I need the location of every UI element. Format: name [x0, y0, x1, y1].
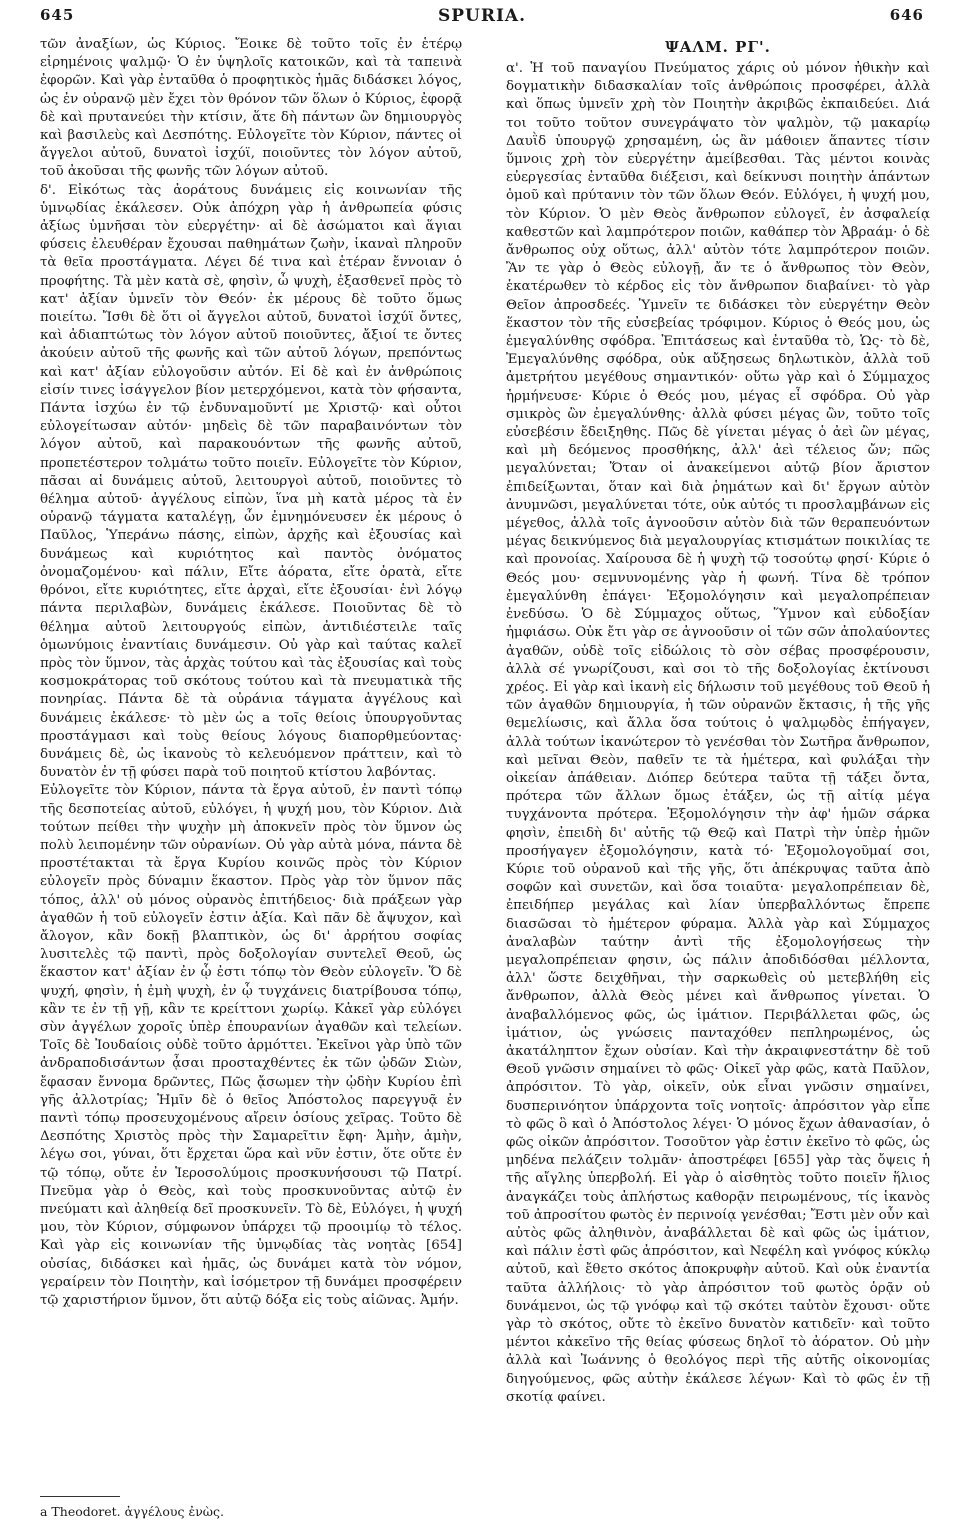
right-page-number: 646: [889, 6, 924, 24]
footnote: a Theodoret. ἀγγέλους ἐνὼς.: [40, 1504, 224, 1519]
paragraph: δ'. Εἰκότως τὰς ἀοράτους δυνάμεις εἰς κοινωνίαν τῆς ὑμνῳδίας ἐκάλεσεν. Οὐκ ἀπόχρη γὰρ ἡ ἀνθρωπεία φύσις ἀξίως ὑμνῆσαι τὸν εὐεργέτην· αἱ δὲ ἀσώματοι καὶ ἅγιαι φύσεις ἐλευθέραν ἔχουσαι παθημάτων ζωὴν, ἱκαναὶ πληροῦν τὰ θεῖα προστάγματα. Λέγει δέ τινα καὶ ἑτέραν ἔννοιαν ὁ προφήτης. Τὰ μὲν κατὰ σὲ, φησὶν, ὦ ψυχὴ, ἐξασθενεῖ πρὸς τὸ κατ' ἀξίαν ὑμνεῖν τὸν Θεόν· ἐκ μέρους δὲ τοῦτο ὅμως ποιείτω. Ἴσθι δὲ ὅτι οἱ ἄγγελοι αὐτοῦ, δυνατοὶ ἰσχύϊ ὄντες, καὶ ἀδιαπτώτως τὸν λόγον αὐτοῦ ποιοῦντες, ἄξιοί τε ὄντες ἀκούειν αὐτοῦ τῆς φωνῆς καὶ τῶν αὐτοῦ λόγων, πρεπόντως καὶ κατ' ἀξίαν εὐλογοῦσιν αὐτόν. Εἰ δὲ καὶ ἐν ἀνθρώποις εἰσίν τινες ἰσάγγελον βίον μετερχόμενοι, κατὰ τὸν φήσαντα, Πάντα ἰσχύω ἐν τῷ ἐνδυναμοῦντί με Χριστῷ· καὶ οὗτοι εὐλογείτωσαν αὐτόν· μηδεὶς δὲ τῶν παραβαινόντων τὸν λόγον αὐτοῦ, καὶ παρακουόντων τῆς φωνῆς αὐτοῦ, προπετέστερον τολμάτω τοῦτο ποιεῖν. Εὐλογεῖτε τὸν Κύριον, πᾶσαι αἱ δυνάμεις αὐτοῦ, λειτουργοὶ αὐτοῦ, ποιοῦντες τὸ θέλημα αὐτοῦ· ἀγγέλους εἰπὼν, ἵνα μὴ κατὰ μέρος τὰ ἐν οὐρανῷ τάγματα καταλέγῃ, ὧν ἐμνημόνευσεν ἐκ μέρους ὁ Παῦλος, Ὑπεράνω πάσης, εἰπὼν, ἀρχῆς καὶ ἐξουσίας καὶ δυνάμεως καὶ κυριότητος καὶ παντὸς ὀνόματος ὀνομαζομένου· καὶ πάλιν, Εἴτε ἀόρατα, εἴτε ὁρατὰ, εἴτε θρόνοι, εἴτε κυριότητες, εἴτε ἀρχαὶ, εἴτε ἐξουσίαι· ἑνὶ λόγῳ πάντα περιλαβὼν, δυνάμεις ἐκάλεσε. Ποιοῦντας δὲ τὸ θέλημα αὐτοῦ λειτουργούς εἰπὼν, ἀντιδιέστειλε ταῖς ὁμωνύμοις ἐναντίαις δυνάμεσιν. Οὐ γὰρ καὶ ταύτας καλεῖ πρὸς τὸν ὕμνον, τὰς ἀρχὰς τούτου καὶ τὰς ἐξουσίας καὶ τοὺς κοσμοκράτορας τοῦ σκότους τούτου καὶ τὰ πνευματικὰ τῆς πονηρίας. Πάντα δὲ τὰ οὐράνια τάγματα ἀγγέλους καὶ δυνάμεις ἐκάλεσε· τὸ μὲν ὡς a τοῖς θείοις ὑπουργοῦντας προστάγμασι καὶ τοὺς θείους λόγους διαπορθμεύοντας· δυνάμεις δὲ, ὡς ἱκανοὺς τὸ κελευόμενον πράττειν, καὶ τὸ δυνατὸν ἐν τῇ φύσει παρὰ τοῦ ποιητοῦ κτίστου λαβόντας.: [40, 182, 462, 781]
footnote-divider: [40, 1496, 120, 1497]
psalm-heading: ΨΑΛΜ. ΡΓ'.: [665, 38, 771, 56]
paragraph: Εὐλογεῖτε τὸν Κύριον, πάντα τὰ ἔργα αὐτοῦ, ἐν παντὶ τόπῳ τῆς δεσποτείας αὐτοῦ, εὐλόγει, ἡ ψυχή μου, τὸν Κύριον. Διὰ τούτων πείθει τὴν ψυχὴν μὴ ἀποκνεῖν πρὸς τὸν ὕμνον ὡς πολὺ λειπομένην τῶν οὐρανίων. Οὐ γὰρ αὐτὰ μόνα, πάντα δὲ προστέτακται τὰ ἔργα Κυρίου κοινῶς πρὸς τὸν Κύριον εὐλογεῖν πρὸς δύναμιν ἕκαστον. Πρὸς γὰρ τὸν ὕμνον πᾶς τόπος, ἀλλ' οὐ μόνος οὐρανὸς ἐπιτήδειος· διὰ πράξεων γὰρ ἀγαθῶν ἡ τοῦ εὐλογεῖν ἐστιν ἀξία. Καὶ πᾶν δὲ ἄψυχον, καὶ ἄλογον, κἂν δοκῇ βλαπτικὸν, ὡς δι' ἀρρήτου σοφίας λυσιτελὲς τῷ παντὶ, πρὸς δοξολογίαν συντελεῖ Θεοῦ, ὡς ἕκαστον κατ' ἀξίαν ἐν ᾧ ἐστι τόπῳ τὸν Θεὸν εὐλογεῖν. Ὅ δὲ ψυχή, φησὶν, ἡ ἐμὴ ψυχὴ, ἐν ᾧ τυγχάνεις διατρίβουσα τόπῳ, κἂν τε ἐν τῇ γῇ, κἂν τε κρείττονι χωρίῳ. Κἀκεῖ γὰρ εὐλόγει σὺν ἀγγέλων χοροῖς ὑπὲρ ἐπουρανίων ἀγαθῶν καὶ τελείων. Τοῖς δὲ Ἰουδαίοις οὐδὲ τοῦτο ἁρμόττει. Ἐκεῖνοι γὰρ ὑπὸ τῶν ἀνδραποδισάντων ᾆσαι προσταχθέντες ἐκ τῶν ᾠδῶν Σιὼν, ἔφασαν ἔννομα δρῶντες, Πῶς ᾄσωμεν τὴν ᾠδὴν Κυρίου ἐπὶ γῆς ἀλλοτρίας; Ἡμῖν δὲ ὁ θεῖος Ἀπόστολος παρεγγυᾷ ἐν παντὶ τόπῳ προσευχομένους αἴρειν ὁσίους χεῖρας. Τοῦτο δὲ Δεσπότης Χριστὸς πρὸς τὴν Σαμαρεῖτιν ἔφη· Ἀμὴν, ἀμὴν, λέγω σοι, γύναι, ὅτι ἔρχεται ὥρα καὶ νῦν ἐστιν, ὅτε οὔτε ἐν τῷ τόπῳ, οὔτε ἐν Ἱεροσολύμοις προσκυνήσουσι τῷ Πατρί. Πνεῦμα γὰρ ὁ Θεὸς, καὶ τοὺς προσκυνοῦντας αὐτῷ ἐν πνεύματι καὶ ἀληθείᾳ δεῖ προσκυνεῖν. Τὸ δὲ, Εὐλόγει, ἡ ψυχή μου, τὸν Κύριον, σύμφωνον ὑπάρχει τῷ προοιμίῳ τὸ τέλος. Καὶ γὰρ εἰς κοινωνίαν τῆς ὑμνῳδίας τὰς νοητὰς [654] οὐσίας, διδάσκει καὶ ἡμᾶς, ὡς δυνάμει κατὰ τὸν νόμον, γεραίρειν τὸν Ποιητὴν, καὶ ἰσόμετρον τῇ δυνάμει προσφέρειν τῷ χαριστήριον ὕμνον, ὅτι αὐτῷ δόξα εἰς τοὺς αἰῶνας. Ἀμήν.: [40, 783, 462, 1309]
left-page-number: 645: [40, 6, 75, 24]
left-column: [40, 36, 462, 1476]
running-title: SPURIA.: [437, 6, 527, 26]
right-column: [506, 36, 930, 1526]
page-header: [40, 6, 924, 34]
paragraph: τῶν ἀναξίων, ὡς Κύριος. Ἔοικε δὲ τοῦτο τοῖς ἐν ἑτέρῳ εἰρημένοις ψαλμῷ· Ὁ ἐν ὑψηλοῖς κατοικῶν, καὶ τὰ ταπεινὰ ἐφορῶν. Καὶ γὰρ ἐνταῦθα ὁ προφητικὸς ἡμᾶς διδάσκει λόγος, ὡς ἐν οὐρανῷ μὲν ἔχει τὸν θρόνον τῶν ὅλων ὁ Κύριος, ἐφορᾷ δὲ καὶ πρυτανεύει τὴν κτίσιν, ἅτε δὴ πάντων ὢν δημιουργὸς καὶ βασιλεὺς καὶ Δεσπότης. Εὐλογεῖτε τὸν Κύριον, πάντες οἱ ἄγγελοι αὐτοῦ, δυνατοὶ ἰσχύϊ, ποιοῦντες τὸν λόγον αὐτοῦ, τοῦ ἀκοῦσαι τῆς φωνῆς τῶν λόγων αὐτοῦ.: [40, 37, 462, 180]
paragraph: α'. Ἡ τοῦ παναγίου Πνεύματος χάρις οὐ μόνον ἠθικὴν καὶ δογματικὴν διδασκαλίαν τοῖς ἀνθρώποις προσφέρει, ἀλλὰ καὶ ὅπως ὑμνεῖν χρὴ τὸν Ποιητὴν ἀκριβῶς ἐκπαιδεύει. Διά τοι τοῦτο τοῦτον συνεγράψατο τὸν ψαλμὸν, τῷ μακαρίῳ Δαυῒδ ὑπουργῷ χρησαμένη, ὡς ἂν μάθοιεν ἅπαντες τίσιν ὕμνοις χρὴ τὸν εὐεργέτην ἀμείβεσθαι. Τὰς μέντοι κοινὰς εὐεργεσίας ἐνταῦθα διέξεισι, καὶ δείκνυσι ποιητὴν ἁπάντων ὁμοῦ καὶ πρύτανιν τὸν τῶν ὅλων Θεόν. Εὐλόγει, ἡ ψυχή μου, τὸν Κύριον. Ὁ μὲν Θεὸς ἄνθρωπον εὐλογεῖ, ἐν ἀσφαλείᾳ καθεστῶν καὶ λαμπρότερον ποιῶν, καθάπερ τὸν Ἀβραάμ· ὁ δὲ ἄνθρωπος οὐχ οὕτως, ἀλλ' αὐτὸν τότε λαμπρότερον ποιῶν. Ἂν τε γὰρ ὁ Θεὸς εὐλογῇ, ἄν τε ὁ ἄνθρωπος τὸν Θεὸν, ἑκατέρωθεν τὸ κέρδος εἰς τὸν ἄνθρωπον διαβαίνει· τὸ γὰρ Θεῖον ἀπροσδεές. Ὑμνεῖν τε διδάσκει τὸν εὐεργέτην Θεὸν ἕκαστον τὸν τῆς εὐσεβείας τρόφιμον. Κύριος ὁ Θεός μου, ὡς ἐμεγαλύνθης σφόδρα. Ἐπιτάσεως καὶ ἐνταῦθα τὸ, Ὡς· τὸ δὲ, Ἐμεγαλύνθης σφόδρα, οὐκ αὔξησεως δηλωτικὸν, ἀλλὰ τοῦ ἀμετρήτου μεγέθους σημαντικόν· οὕτω γὰρ καὶ ὁ Σύμμαχος ἡρμήνευσε· Κύριε ὁ Θεός μου, μέγας εἶ σφόδρα. Οὐ γὰρ σμικρὸς ὢν ἐμεγαλύνθης· ἀλλὰ φύσει μέγας ὢν, τοῦτο τοῖς εὐσεβέσιν ἔδειξηθης. Πῶς δὲ γίνεται μέγας ὁ ἀεὶ ὢν μέγας, καὶ μὴ δεόμενος προσθήκης, ἀλλ' ἀεὶ τέλειος ὤν; πῶς μεγαλύνεται; Ὅταν οἱ ἀνακείμενοι αὐτῷ βίον ἄριστον ἐπιδείξωνται, ὅταν καὶ διὰ ῥημάτων καὶ δι' ἔργων αὐτὸν ἀνυμνῶσι, μεγαλύνεται τότε, οὐκ αὐτός τι προσλαμβάνων εἰς μέγεθος, ἀλλὰ τοῖς ἀγνοοῦσιν αὐτὸν διὰ τῶν θεραπευόντων μέγας δεικνύμενος διὰ μεγαλουργίας κτισμάτων ποικιλίας τε καὶ προνοίας. Χαίρουσα δὲ ἡ ψυχὴ τῷ τοσούτῳ φησί· Κύριε ὁ Θεός μου· σεμνυνομένης γὰρ ἡ φωνή. Τίνα δὲ τρόπον ἐμεγαλύνθη ἐπάγει· Ἐξομολόγησιν καὶ μεγαλοπρέπειαν ἐνεδύσω. Ὁ δὲ Σύμμαχος οὕτως, Ὕμνον καὶ εὐδοξίαν ἠμφιάσω. Οὐκ ἔτι γὰρ σε ἀγνοοῦσιν οἱ τῶν σῶν ἀπολαύοντες ἀγαθῶν, οὐδὲ τοῖς εἰδώλοις τὸ σὸν σέβας προσφέρουσιν, ἀλλὰ σέ γνωρίζουσι, καὶ σοι τὸ τῆς δοξολογίας ἐκτίνουσι χρέος. Εἰ γὰρ καὶ ἱκανὴ εἰς δήλωσιν τοῦ μεγέθους τοῦ Θεοῦ ἡ τῶν ἀγαθῶν δημιουργία, ἡ τῶν οὐρανῶν ἔκτασις, ἡ τῆς γῆς θεμελίωσις, καὶ ἄλλα ὅσα τούτοις ὁ ψαλμῳδὸς ἐπήγαγεν, ἀλλὰ τούτων ἱκανώτερον τὸ γενέσθαι τὸν Σωτῆρα ἄνθρωπον, καὶ μεῖναι Θεὸν, παθεῖν τε τὰ ἡμέτερα, καὶ φυλάξαι τὴν οἰκείαν ἀπάθειαν. Διόπερ δεύτερα ταῦτα τῇ τάξει ὄντα, πρότερα τῶν ἄλλων ὅμως ἐτάξεν, ὡς τῇ αἰτίᾳ μέγα τυγχάνοντα πρότερα. Ἐξομολόγησιν τὴν ἀφ' ἡμῶν σάρκα φησὶν, ἐπειδὴ δι' αὐτῆς τῷ Θεῷ καὶ Πατρὶ τὴν ὑπὲρ ἡμῶν προσήγαγεν ἐξομολόγησιν, κατὰ τό· Ἐξομολογοῦμαί σοι, Κύριε τοῦ οὐρανοῦ καὶ τῆς γῆς, ὅτι ἀπέκρυψας ταῦτα ἀπὸ σοφῶν καὶ συνετῶν, καὶ ὅσα τοιαῦτα· μεγαλοπρέπειαν δὲ, ἐπειδήπερ μεγάλας καὶ λίαν ὑπερβαλλόντως ἔπρεπε διασῶσαι τὸ ἡμέτερον φύραμα. Ἀλλὰ γὰρ καὶ Σύμμαχος ἀναλαβὼν ταύτην ἀντὶ τῆς ἐξομολογήσεως τὴν μεγαλοπρέπειαν φησιν, ὡς πάλιν ἀποδιδόσθαι μέλλοντα, ἀλλ' ὥστε δειχθῆναι, τὴν σαρκωθεὶς οὐ μετεβλήθη εἰς ἄνθρωπον, ἀλλὰ Θεὸς μένει καὶ ἄνθρωπος γίνεται. Ὁ ἀναβαλλόμενος φῶς, ὡς ἱμάτιον. Περιβάλλεται φῶς, ὡς ἱμάτιον, ὡς γνώσεις πανταχόθεν πεπληρωμένος, ὡς ἀκατάληπτον ἔχων οὐσίαν. Καὶ τὴν ἀκραιφνεστάτην δὲ τοῦ Θεοῦ γνῶσιν σημαίνει τὸ φῶς· Οἰκεῖ γὰρ φῶς, κατὰ Παῦλον, ἀπρόσιτον. Τὸ γὰρ, οἰκεῖν, οὐκ εἶναι γνῶσιν σημαίνει, δυσπερινόητον ὑπάρχοντα τοῖς νοητοῖς· ἀπρόσιτον γὰρ εἶπε τὸ φῶς ὃ καὶ ὁ Ἀπόστολος λέγει· Ὁ μόνος ἔχων ἀθανασίαν, ὁ φῶς οἰκῶν ἀπρόσιτον. Τοσοῦτον γὰρ ἐστιν ἐκεῖνο τὸ φῶς, ὡς μηδένα πελάζειν τολμᾶν· ἀποστρέφει [655] γὰρ τὰς ὄψεις ἡ τῆς αἴγλης ὑπερβολή. Εἰ γὰρ ὁ αἰσθητὸς τοῦτο ποιεῖν ἥλιος ἀναγκάζει τοὺς ἀπλήστως καθορᾷν πειρωμένους, τίς ἱκανὸς τοῦ ἀπροσίτου φωτὸς ἐν περινοίᾳ γενέσθαι; Ἔστι μὲν οὖν καὶ αὐτὸς φῶς ἀληθινὸν, ἀναβάλλεται δὲ καὶ φῶς ὡς ἱμάτιον, καὶ πάλιν ἐστὶ φῶς ἀπρόσιτον, καὶ Νεφέλη καὶ γνόφος κύκλῳ αὐτοῦ, καὶ ἔθετο σκότος ἀποκρυφὴν αὐτοῦ. Καὶ οὐκ ἐναντία ταῦτα ἀλλήλοις· τὸ γὰρ ἀπρόσιτον τοῦ φωτὸς ὁρᾷν οὐ δυνάμενοι, ὡς τῷ γνόφῳ καὶ τῷ σκότει ταὐτὸν ἔχουσι· οὔτε γὰρ τὸ σκότος, οὔτε τὸ ἐκεῖνο δυνατὸν κατιδεῖν· καὶ τοῦτο μέντοι κἀκεῖνο τῆς θείας φύσεως δηλοῖ τὸ ἀόρατον. Οὐ μὴν ἀλλὰ καὶ Ἰωάννης ὁ θεολόγος περὶ τῆς αὐτῆς οἰκονομίας διηγούμενος, φῶς αὐτὴν ἐκάλεσε λέγων· Καὶ τὸ φῶς ἐν τῇ σκοτίᾳ φαίνει.: [506, 61, 930, 1405]
